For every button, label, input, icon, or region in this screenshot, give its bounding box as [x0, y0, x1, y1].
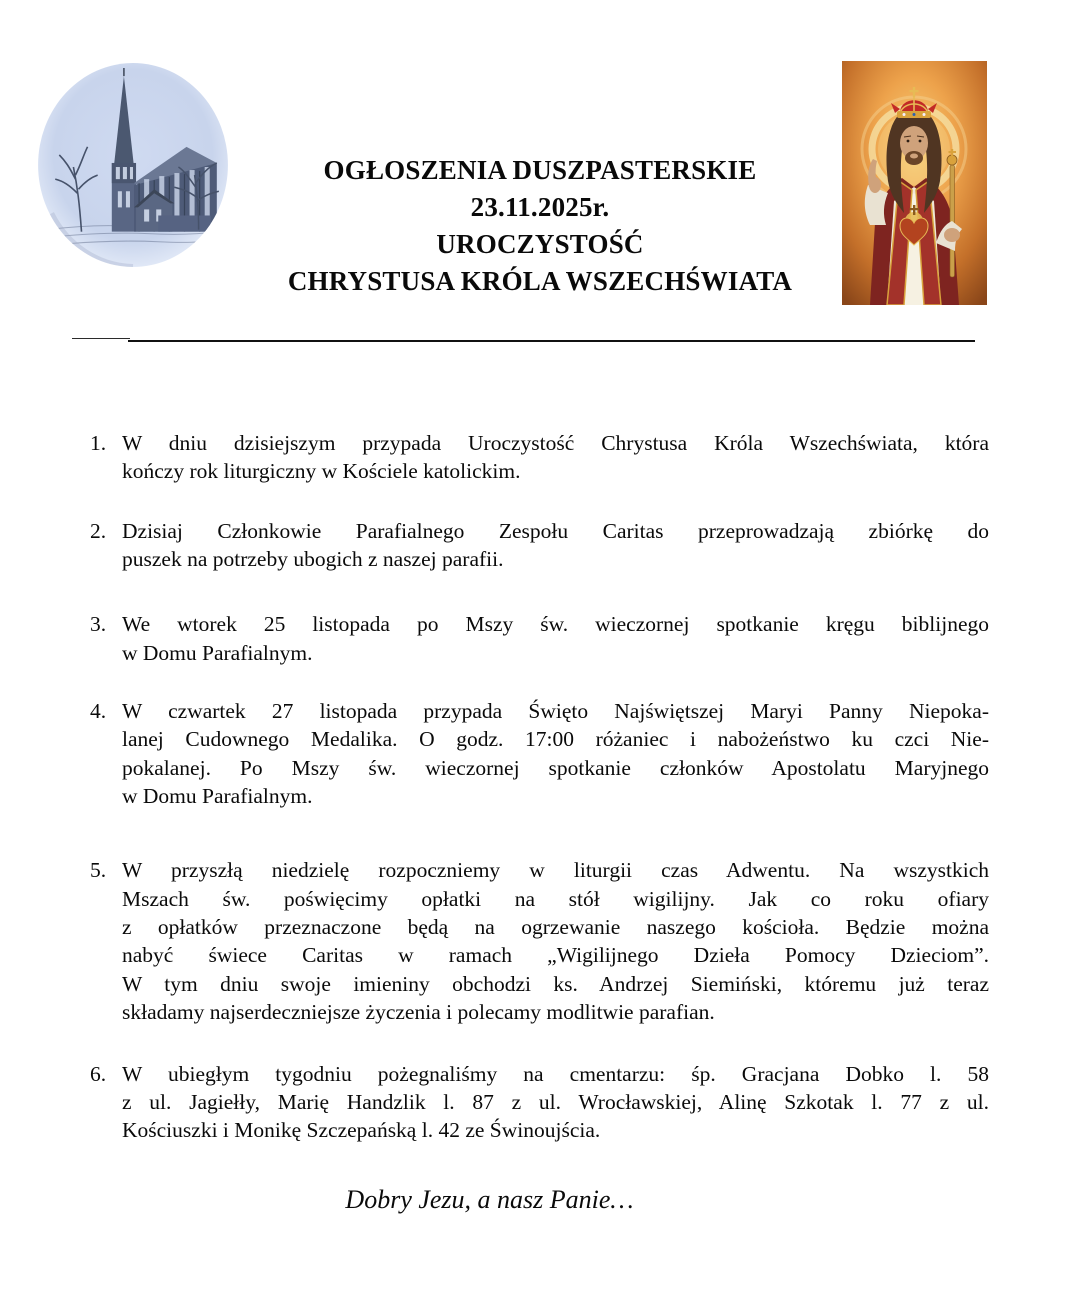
announcement-item [90, 856, 989, 1026]
announcement-number: 6. [90, 1061, 107, 1086]
announcement-number: 4. [90, 699, 107, 724]
announcement-line: Mszach św. poświęcimy opłatki na stół wigilijny. Jak co roku ofiary [122, 886, 989, 911]
announcement-line: W tym dniu swoje imieniny obchodzi ks. Andrzej Siemiński, któremu już teraz [122, 971, 989, 996]
announcement-number: 1. [90, 431, 107, 455]
announcement-item [90, 1060, 989, 1145]
announcement-line: składamy najserdeczniejsze życzenia i polecamy modlitwie parafian. [122, 1000, 715, 1025]
announcement-line: W dniu dzisiejszym przypada Uroczystość Chrystusa Króla Wszechświata, która [122, 431, 989, 455]
announcements-list [90, 429, 989, 1145]
separator-line [128, 340, 975, 342]
announcement-number: 3. [90, 612, 107, 637]
separator-line-left [72, 338, 130, 339]
title-date-line: 23.11.2025r. [470, 192, 610, 222]
announcement-line: Kościuszki i Monikę Szczepańską l. 42 ze Świnoujścia. [122, 1118, 601, 1143]
announcement-text [122, 697, 989, 810]
announcement-line: We wtorek 25 listopada po Mszy św. wieczornej spotkanie kręgu biblijnego [122, 612, 989, 637]
announcement-line: lanej Cudownego Medalika. O godz. 17:00 różaniec i nabożeństwo ku czci Nie- [122, 727, 989, 752]
closing-line: Dobry Jezu, a nasz Panie… [345, 1185, 634, 1214]
announcement-item [90, 697, 989, 810]
announcement-number: 5. [90, 858, 107, 883]
announcement-text [122, 856, 989, 1026]
title-line-3: UROCZYSTOŚĆ [436, 229, 644, 259]
announcement-number: 2. [90, 518, 107, 543]
announcement-line: W czwartek 27 listopada przypada Święto Najświętszej Maryi Panny Niepoka- [122, 699, 989, 724]
title-line-4: CHRYSTUSA KRÓLA WSZECHŚWIATA [287, 266, 793, 296]
announcement-item [90, 429, 989, 486]
announcement-line: w Domu Parafialnym. [122, 640, 313, 665]
announcement-line: z opłatków przeznaczone będą na ogrzewanie naszego kościoła. Będzie można [122, 915, 989, 940]
announcement-line: nabyć świece Caritas w ramach „Wigilijnego Dzieła Pomocy Dzieciom”. [122, 943, 989, 968]
announcement-text [122, 517, 989, 574]
announcement-line: pokalanej. Po Mszy św. wieczornej spotkanie członków Apostolatu Maryjnego [122, 755, 989, 780]
announcement-line: z ul. Jagiełły, Marię Handzlik l. 87 z ul. Wrocławskiej, Alinę Szkotak l. 77 z ul. [122, 1089, 989, 1114]
announcement-item [90, 517, 989, 574]
announcement-line: W przyszłą niedzielę rozpoczniemy w liturgii czas Adwentu. Na wszystkich [122, 858, 989, 883]
announcement-line: Dzisiaj Członkowie Parafialnego Zespołu Caritas przeprowadzają zbiórkę do [122, 518, 989, 543]
christ-king-image [842, 61, 987, 305]
announcement-text [122, 1060, 989, 1145]
announcement-line: w Domu Parafialnym. [122, 784, 313, 809]
christ-king-svg [842, 61, 987, 305]
announcement-line: puszek na potrzeby ubogich z naszej parafii. [122, 547, 504, 572]
church-etching-svg [37, 62, 229, 269]
announcement-line: kończy rok liturgiczny w Kościele katolickim. [122, 459, 521, 484]
announcement-text [122, 429, 989, 486]
church-etching-image [37, 62, 229, 269]
title-line-1: OGŁOSZENIA DUSZPASTERSKIE [323, 155, 757, 185]
announcement-text [122, 610, 989, 667]
announcement-item [90, 610, 989, 667]
page-title [240, 152, 840, 300]
announcement-line: W ubiegłym tygodniu pożegnaliśmy na cmentarzu: śp. Gracjana Dobko l. 58 [122, 1061, 989, 1086]
